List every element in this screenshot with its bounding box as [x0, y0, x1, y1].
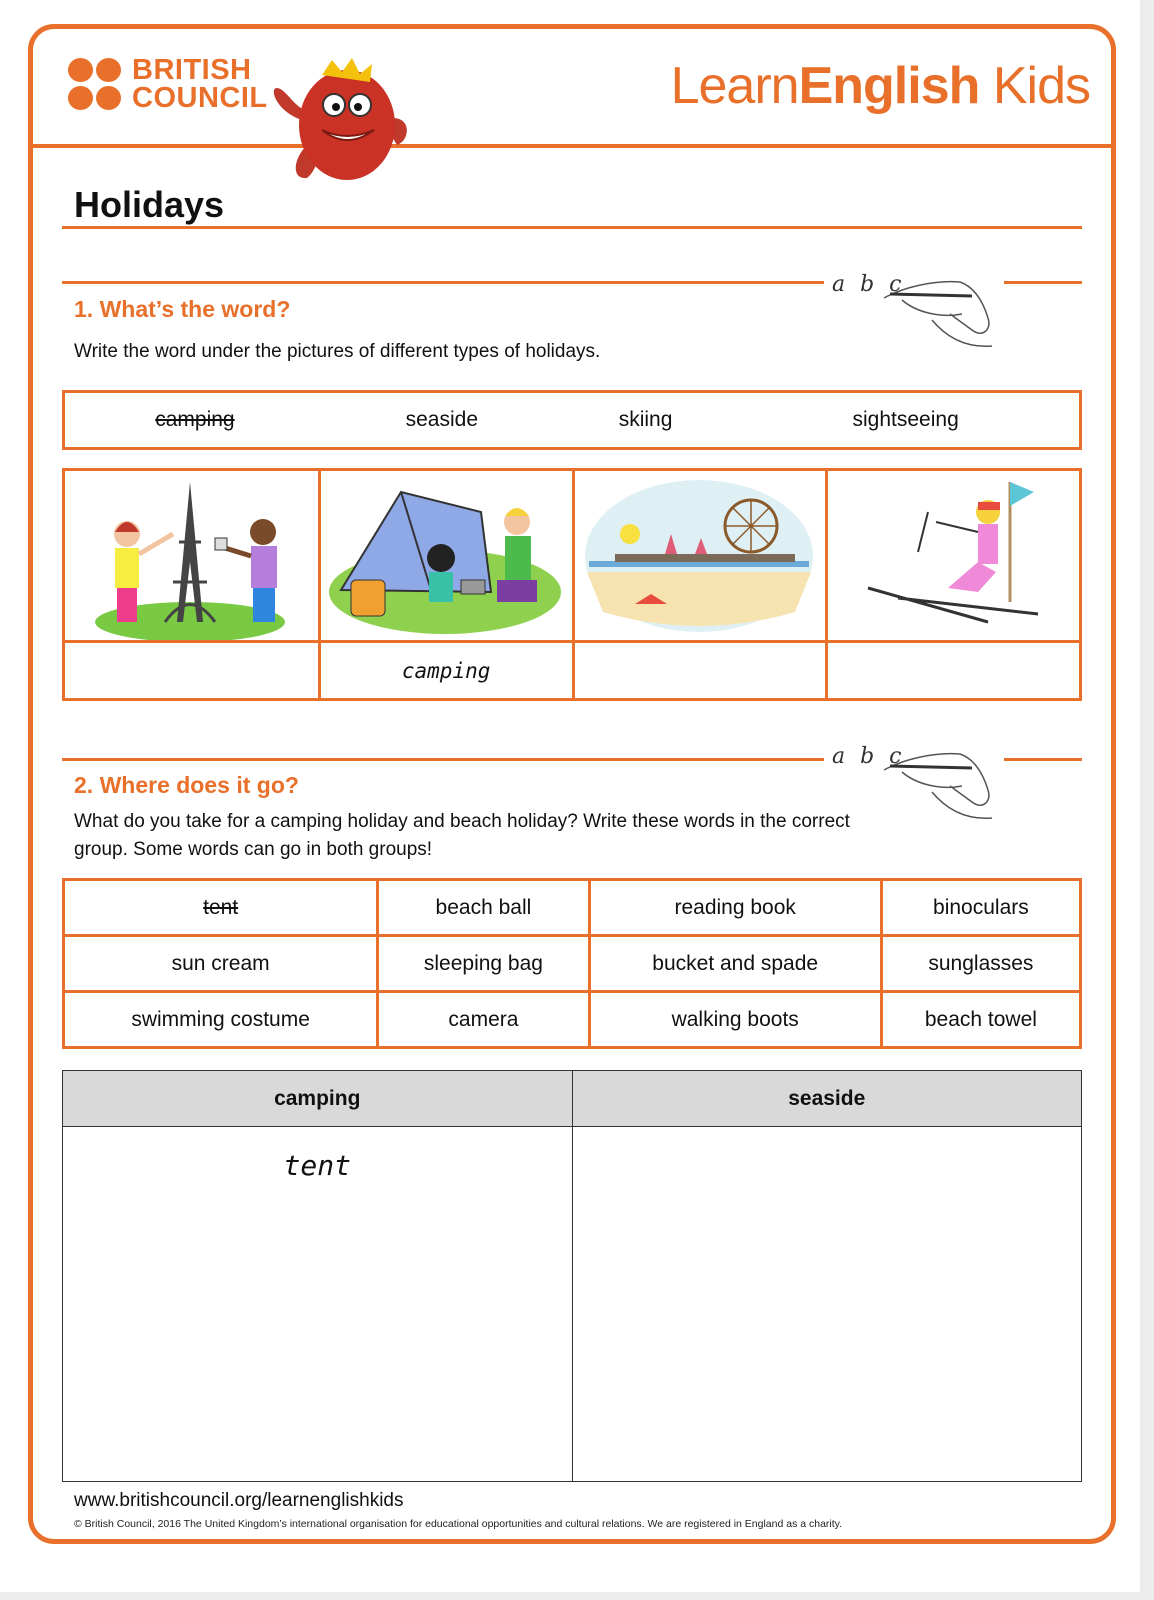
- section1-instruction: Write the word under the pictures of different types of holidays.: [74, 341, 601, 362]
- section2-rule-left: [62, 758, 824, 761]
- page-title: Holidays: [74, 184, 225, 225]
- section2-rule-right: [1004, 758, 1082, 761]
- logo-line-2: COUNCIL: [132, 82, 268, 114]
- word-bank-item: seaside: [405, 408, 479, 431]
- item-cell: walking boots: [589, 992, 881, 1048]
- item-cell: sun cream: [64, 936, 378, 992]
- seaside-column-header: seaside: [572, 1071, 1082, 1127]
- item-cell: tent: [64, 880, 378, 936]
- item-cell: beach ball: [378, 880, 589, 936]
- header-divider: [30, 144, 1114, 148]
- abc-label: a b c: [832, 272, 906, 297]
- word-bank-item: skiing: [618, 408, 673, 431]
- seaside-pier-image: [573, 470, 827, 642]
- answer-cell[interactable]: [827, 642, 1081, 700]
- section2-heading: 2. Where does it go?: [74, 772, 299, 798]
- british-council-logo-text: [132, 56, 268, 112]
- answer-cell[interactable]: camping: [319, 642, 573, 700]
- word-bank-item: sightseeing: [852, 408, 959, 431]
- abc-label: a b c: [832, 744, 906, 769]
- seaside-answer-area[interactable]: [572, 1127, 1082, 1482]
- answer-cell[interactable]: [64, 642, 320, 700]
- footer-url: www.britishcouncil.org/learnenglishkids: [74, 1490, 404, 1511]
- writing-hand-icon: [832, 740, 1002, 830]
- brand-english: English: [798, 57, 980, 115]
- section1-word-bank: [62, 390, 1082, 450]
- skiing-image: [827, 470, 1081, 642]
- item-cell: sunglasses: [881, 936, 1080, 992]
- section1-rule-right: [1004, 281, 1082, 284]
- answer-cell[interactable]: [573, 642, 827, 700]
- item-cell: beach towel: [881, 992, 1080, 1048]
- camping-answer-area[interactable]: tent: [63, 1127, 573, 1482]
- logo-line-1: BRITISH: [132, 54, 252, 86]
- learnenglish-kids-logo: [671, 56, 1090, 116]
- writing-hand-icon: [832, 268, 1002, 358]
- camping-tent-image: [319, 470, 573, 642]
- item-cell: sleeping bag: [378, 936, 589, 992]
- section2-instruction: What do you take for a camping holiday and beach holiday? Write these words in the correct group. Some words can go in both groups!: [74, 811, 850, 860]
- item-cell: swimming costume: [64, 992, 378, 1048]
- item-cell: reading book: [589, 880, 881, 936]
- camping-column-header: camping: [63, 1071, 573, 1127]
- section1-rule-left: [62, 281, 824, 284]
- item-cell: camera: [378, 992, 589, 1048]
- sightseeing-paris-image: [64, 470, 320, 642]
- title-underline: [62, 226, 1082, 229]
- section1-heading: 1. What’s the word?: [74, 296, 291, 322]
- british-council-logo-icon: [68, 58, 124, 112]
- section2-word-grid: [62, 878, 1082, 1049]
- monster-mascot-icon: [262, 50, 422, 190]
- brand-kids: Kids: [979, 57, 1090, 115]
- sorting-table: [62, 1070, 1082, 1482]
- item-cell: binoculars: [881, 880, 1080, 936]
- word-bank-item: camping: [155, 408, 235, 431]
- brand-learn: Learn: [670, 57, 799, 115]
- item-cell: bucket and spade: [589, 936, 881, 992]
- section1-picture-grid: [62, 468, 1082, 701]
- footer-copyright: © British Council, 2016 The United Kingdom’s international organisation for educational opportunities and cultural relations. We are registered in England as a charity.: [74, 1518, 843, 1530]
